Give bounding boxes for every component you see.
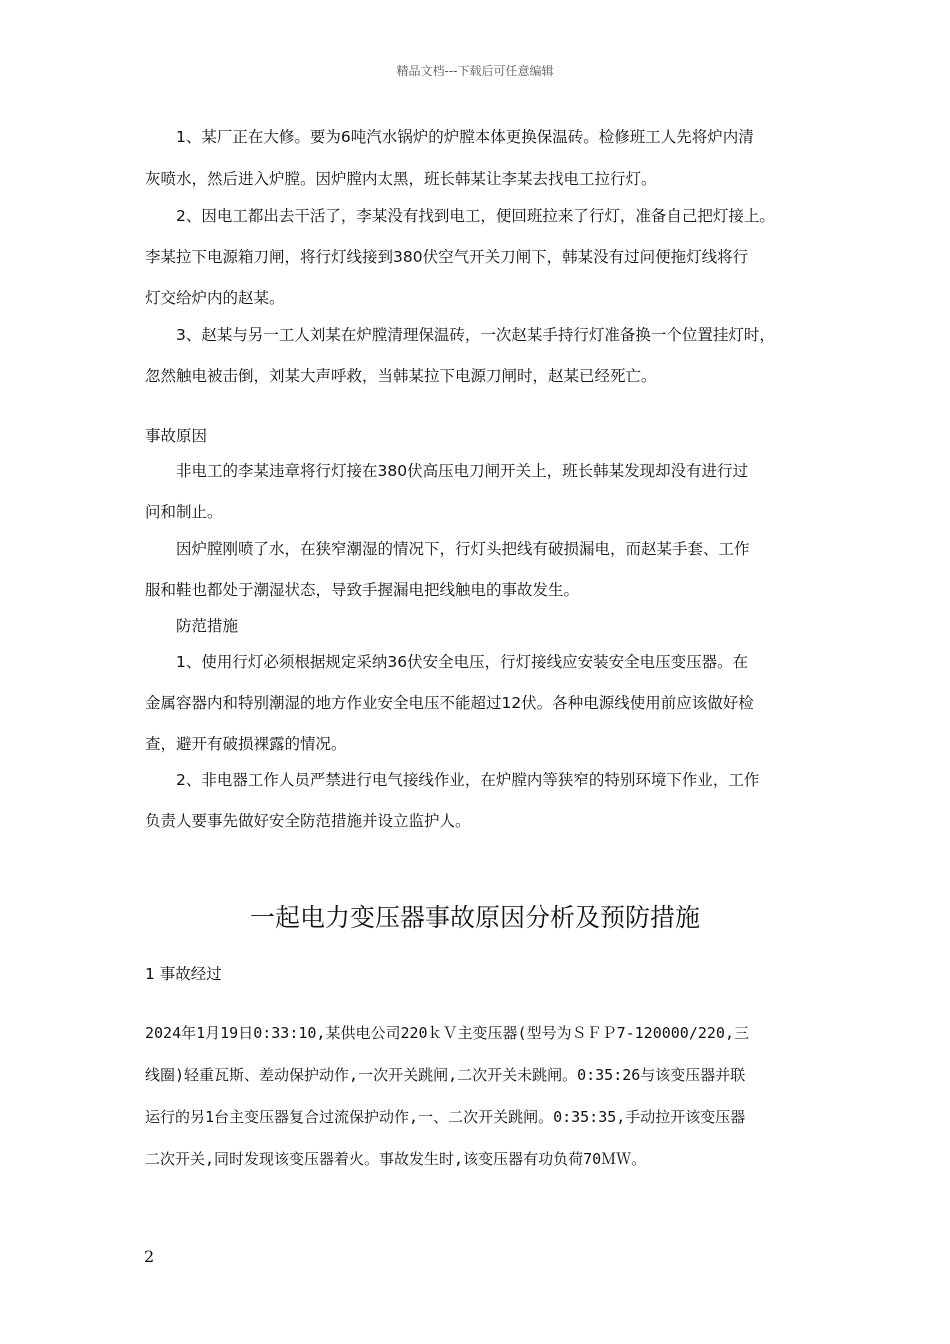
event-paragraph-line-2: 线圈)轻重瓦斯、差动保护动作,一次开关跳闸,二次开关未跳闸。0:35:26与该变压器并联 (145, 1066, 746, 1084)
page-number: 2 (144, 1247, 155, 1266)
cause-paragraph-2-line-1: 因炉膛刚喷了水，在狭窄潮湿的情况下，行灯头把线有破损漏电，而赵某手套、工作 (176, 540, 750, 558)
measures-paragraph-1-line-2: 金属容器内和特别潮湿的地方作业安全电压不能超过12伏。各种电源线使用前应该做好检 (145, 694, 754, 712)
measures-paragraph-1-line-3: 查，避开有破损裸露的情况。 (145, 735, 347, 753)
measures-paragraph-2-line-1: 2、非电器工作人员严禁进行电气接线作业，在炉膛内等狭窄的特别环境下作业，工作 (176, 771, 760, 789)
measures-paragraph-2-line-2: 负责人要事先做好安全防范措施并设立监护人。 (145, 812, 471, 830)
event-paragraph-line-3: 运行的另1台主变压器复合过流保护动作,一、二次开关跳闸。0:35:35,手动拉开该变压器 (145, 1108, 746, 1126)
cause-paragraph-2-line-2: 服和鞋也都处于潮湿状态，导致手握漏电把线触电的事故发生。 (145, 581, 580, 599)
event-paragraph-line-4: 二次开关,同时发现该变压器着火。事故发生时,该变压器有功负荷70ＭＷ。 (145, 1150, 647, 1168)
case-paragraph-2-line-3: 灯交给炉内的赵某。 (145, 289, 285, 307)
case-paragraph-1-line-2: 灰喷水，然后进入炉膛。因炉膛内太黑，班长韩某让李某去找电工拉行灯。 (145, 170, 657, 188)
cause-heading: 事故原因 (145, 427, 208, 445)
measures-heading: 防范措施 (176, 617, 239, 635)
measures-paragraph-1-line-1: 1、使用行灯必须根据规定采纳36伏安全电压，行灯接线应安装安全电压变压器。在 (176, 653, 749, 671)
page-header: 精品文档---下载后可任意编辑 (396, 64, 554, 78)
event-paragraph-line-1: 2024年1月19日0:33:10,某供电公司220ｋＶ主变压器(型号为ＳＦＰ7-120000/220,三 (145, 1024, 749, 1042)
case-paragraph-1-line-1: 1、某厂正在大修。要为6吨汽水锅炉的炉膛本体更换保温砖。检修班工人先将炉内清 (176, 128, 754, 146)
case-paragraph-2-line-1: 2、因电工都出去干活了，李某没有找到电工，便回班拉来了行灯，准备自己把灯接上。 (176, 207, 775, 225)
cause-paragraph-1-line-2: 问和制止。 (145, 503, 223, 521)
article-title: 一起电力变压器事故原因分析及预防措施 (249, 903, 700, 932)
case-paragraph-2-line-2: 李某拉下电源箱刀闸，将行灯线接到380伏空气开关刀闸下，韩某没有过问便拖灯线将行 (145, 248, 749, 266)
cause-paragraph-1-line-1: 非电工的李某违章将行灯接在380伏高压电刀闸开关上，班长韩某发现却没有进行过 (176, 462, 749, 480)
section-heading: 1 事故经过 (145, 965, 222, 983)
case-paragraph-3-line-2: 忽然触电被击倒，刘某大声呼救，当韩某拉下电源刀闸时，赵某已经死亡。 (145, 367, 657, 385)
case-paragraph-3-line-1: 3、赵某与另一工人刘某在炉膛清理保温砖，一次赵某手持行灯准备换一个位置挂灯时， (176, 326, 775, 344)
